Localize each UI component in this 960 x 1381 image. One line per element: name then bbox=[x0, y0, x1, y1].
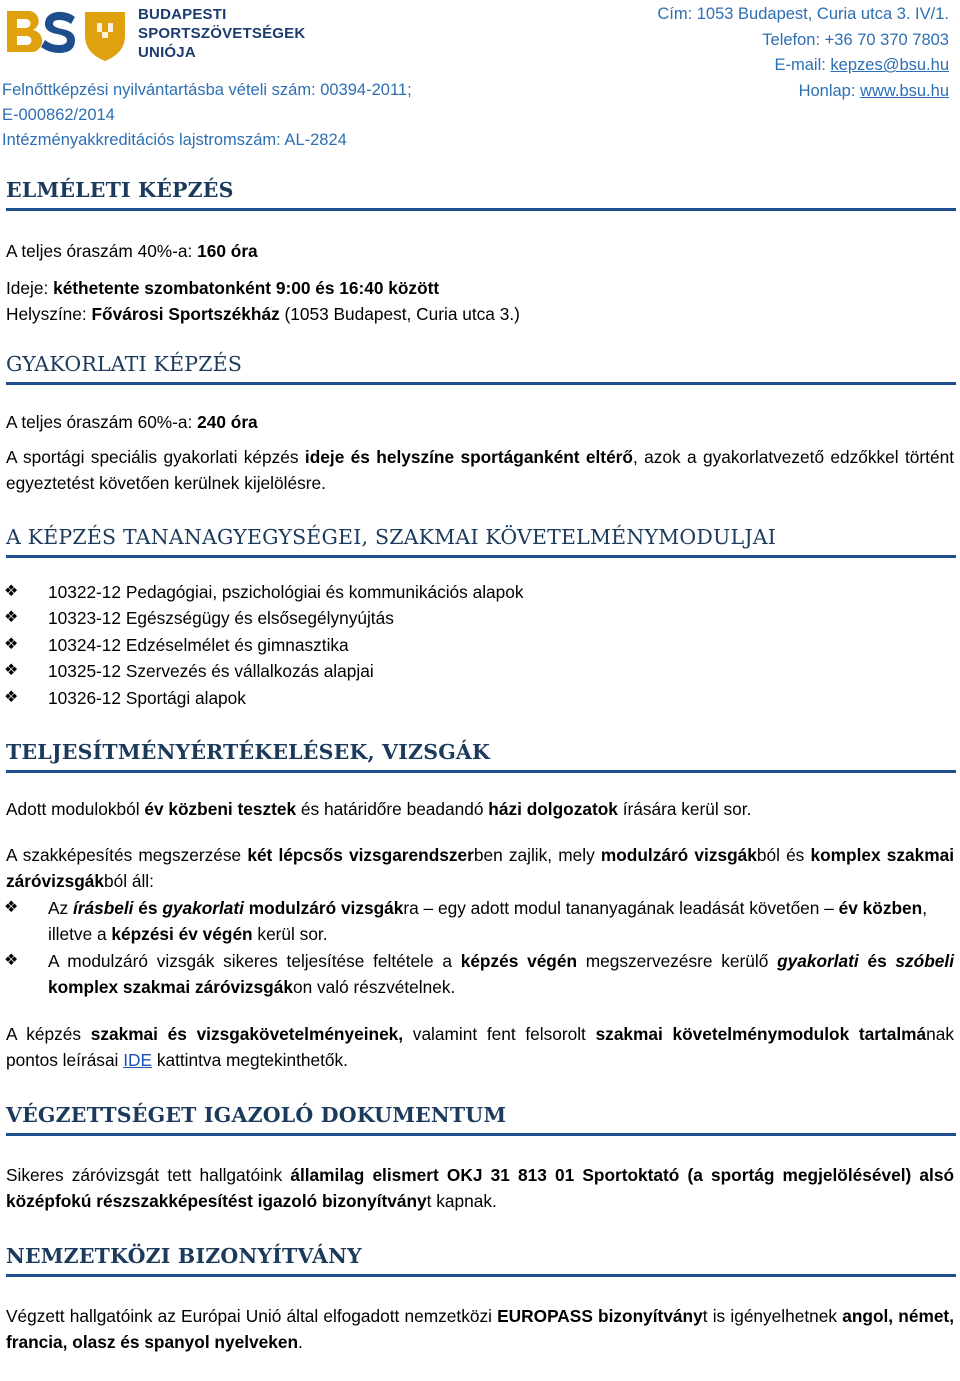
text-bold: komplex szakmai záróvizsgák bbox=[6, 845, 955, 892]
contact-info bbox=[657, 2, 949, 104]
text: , azok a gyakorlatvezető edzőkkel történt egyeztetést követően kerülnek kijelölésre. bbox=[6, 447, 954, 493]
text: Végzett hallgatóink az Európai Unió által elfogadott nemzetközi bbox=[6, 1305, 498, 1326]
text-bold: házi dolgozatok bbox=[488, 799, 618, 820]
text-bold: képzés végén bbox=[460, 950, 578, 971]
label: A teljes óraszám 60%-a: bbox=[6, 412, 198, 432]
text-bold: év közbeni tesztek bbox=[144, 799, 297, 820]
exams-p2 bbox=[6, 842, 954, 894]
section-title-international: NEMZETKÖZI BIZONYÍTVÁNY bbox=[6, 1244, 956, 1277]
text-bold: év közben bbox=[838, 898, 923, 919]
value-rest: (1053 Budapest, Curia utca 3.) bbox=[279, 304, 520, 324]
diamond-bullet-icon: ❖ bbox=[4, 899, 19, 917]
text: valamint fent felsorolt bbox=[403, 1023, 596, 1044]
text-bold: modulzáró vizsgák bbox=[600, 845, 757, 866]
text-bold-italic: gyakorlati bbox=[777, 950, 859, 971]
text-bold-italic: szóbeli bbox=[895, 950, 954, 971]
section-title-certificate: VÉGZETTSÉGET IGAZOLÓ DOKUMENTUM bbox=[6, 1103, 956, 1136]
registration-line: E-000862/2014 bbox=[2, 106, 115, 124]
diamond-bullet-icon: ❖ bbox=[4, 688, 19, 706]
text: ben zajlik, mely bbox=[473, 845, 601, 866]
diamond-bullet-icon: ❖ bbox=[4, 662, 19, 680]
label: A teljes óraszám 40%-a: bbox=[6, 241, 198, 261]
certificate-text bbox=[6, 1162, 954, 1214]
text: kerül sor. bbox=[252, 924, 328, 945]
label: Helyszíne: bbox=[6, 304, 92, 324]
diamond-bullet-icon: ❖ bbox=[4, 951, 19, 969]
item-text: 10326-12 Sportági alapok bbox=[48, 687, 246, 708]
text-bold: és bbox=[133, 898, 163, 919]
exam-list bbox=[6, 895, 954, 1001]
logo-wordmark bbox=[138, 5, 305, 62]
bsu-logo bbox=[3, 5, 131, 67]
text: A modulzáró vizsgák sikeres teljesítése feltétele a bbox=[48, 950, 461, 971]
section-title-exams: TELJESÍTMÉNYÉRTÉKELÉSEK, VIZSGÁK bbox=[6, 740, 956, 773]
text: ra – egy adott modul tananyagának leadását követően – bbox=[403, 898, 839, 919]
text-bold-italic: gyakorlati bbox=[162, 898, 244, 919]
text-bold: képzési év végén bbox=[111, 924, 253, 945]
theory-hours bbox=[6, 238, 954, 264]
diamond-bullet-icon: ❖ bbox=[4, 635, 19, 653]
label: Ideje: bbox=[6, 278, 54, 298]
web-label: Honlap: bbox=[798, 81, 861, 100]
text: kattintva megtekinthetők. bbox=[152, 1049, 348, 1070]
web-link[interactable]: www.bsu.hu bbox=[860, 81, 949, 100]
item-text: 10323-12 Egészségügy és elsősegélynyújtás bbox=[48, 608, 394, 629]
section-title-practice: GYAKORLATI KÉPZÉS bbox=[6, 352, 956, 385]
list-item bbox=[6, 579, 954, 605]
list-item bbox=[6, 685, 954, 711]
text-bold: modulzáró vizsgák bbox=[243, 898, 404, 919]
value: Fővárosi Sportszékház bbox=[91, 304, 280, 324]
list-item bbox=[6, 948, 954, 1001]
theory-time bbox=[6, 275, 954, 301]
text-bold: angol, német, francia, olasz és spanyol nyelveken bbox=[6, 1305, 954, 1352]
item-text: 10324-12 Edzéselmélet és gimnasztika bbox=[48, 634, 349, 655]
text: t kapnak. bbox=[426, 1190, 497, 1211]
value: kéthetente szombatonként 9:00 és 16:40 között bbox=[53, 278, 440, 298]
logo-line: BUDAPESTI bbox=[138, 6, 227, 23]
registration-line: Felnőttképzési nyilvántartásba vételi szám: 00394-2011; bbox=[2, 81, 412, 99]
text: Sikeres záróvizsgát tett hallgatóink bbox=[6, 1164, 291, 1185]
document-body bbox=[6, 178, 954, 1355]
list-item bbox=[6, 605, 954, 631]
accreditation-line: Intézményakkreditációs lajstromszám: AL-2824 bbox=[2, 131, 347, 149]
value: 160 óra bbox=[197, 241, 258, 261]
practice-text bbox=[6, 444, 954, 496]
letterhead bbox=[0, 0, 960, 160]
section-title-modules: A KÉPZÉS TANANAGYEGYSÉGEI, SZAKMAI KÖVETELMÉNYMODULJAI bbox=[6, 525, 956, 558]
list-item bbox=[6, 658, 954, 684]
text-bold: ideje és helyszíne sportáganként eltérő bbox=[304, 447, 633, 467]
exams-p3 bbox=[6, 1021, 954, 1073]
text-bold: komplex szakmai záróvizsgák bbox=[48, 977, 293, 998]
list-item bbox=[6, 632, 954, 658]
text: nak pontos leírásai bbox=[6, 1023, 955, 1070]
exams-p1 bbox=[6, 796, 954, 822]
web-line bbox=[657, 79, 949, 105]
theory-place bbox=[6, 301, 954, 327]
value: 240 óra bbox=[197, 412, 258, 432]
text: on való részvételnek. bbox=[292, 977, 456, 998]
section-title-theory: ELMÉLETI KÉPZÉS bbox=[6, 178, 956, 211]
text: ból áll: bbox=[103, 871, 154, 892]
logo-line: SPORTSZÖVETSÉGEK bbox=[138, 25, 306, 42]
text: A sportági speciális gyakorlati képzés bbox=[6, 447, 305, 467]
phone: Telefon: +36 70 370 7803 bbox=[762, 30, 949, 49]
module-list bbox=[6, 579, 954, 711]
text-bold: szakmai követelménymodulok tartalmá bbox=[595, 1023, 927, 1044]
registration-info bbox=[2, 78, 412, 153]
text-bold: szakmai és vizsgakövetelményeinek, bbox=[90, 1023, 404, 1044]
text: ból és bbox=[756, 845, 811, 866]
email-link[interactable]: kepzes@bsu.hu bbox=[830, 56, 949, 74]
diamond-bullet-icon: ❖ bbox=[4, 609, 19, 627]
address: Cím: 1053 Budapest, Curia utca 3. IV/1. bbox=[657, 5, 949, 23]
text-bold-italic: írásbeli bbox=[72, 898, 134, 919]
text: t is igényelhetnek bbox=[702, 1305, 843, 1326]
text-bold: két lépcsős vizsgarendszer bbox=[247, 845, 474, 866]
text: . bbox=[298, 1331, 303, 1352]
text: és határidőre beadandó bbox=[296, 799, 489, 820]
text: Az bbox=[48, 898, 73, 919]
text: írására kerül sor. bbox=[617, 799, 752, 820]
text-bold: EUROPASS bizonyítvány bbox=[497, 1305, 703, 1326]
international-text bbox=[6, 1303, 954, 1355]
requirements-link[interactable]: IDE bbox=[123, 1049, 153, 1070]
item-text: 10322-12 Pedagógiai, pszichológiai és kommunikációs alapok bbox=[48, 582, 524, 602]
text: megszervezésre kerülő bbox=[577, 950, 778, 971]
text-bold: államilag elismert OKJ 31 813 01 Sportoktató (a sportág megjelölésével) alsó középfokú részszakképesítést igazoló bizonyítvány bbox=[6, 1164, 955, 1211]
email-label: E-mail: bbox=[774, 56, 831, 74]
list-item bbox=[6, 895, 954, 948]
text: A szakképesítés megszerzése bbox=[6, 845, 248, 866]
text-bold: és bbox=[858, 950, 896, 971]
email-line bbox=[657, 53, 949, 79]
practice-hours bbox=[6, 409, 954, 435]
text: , illetve a bbox=[48, 898, 927, 945]
logo-line: UNIÓJA bbox=[138, 44, 196, 61]
text: Adott modulokból bbox=[6, 799, 145, 820]
text: A képzés bbox=[6, 1023, 91, 1044]
diamond-bullet-icon: ❖ bbox=[4, 583, 19, 600]
item-text: 10325-12 Szervezés és vállalkozás alapjai bbox=[48, 661, 374, 682]
